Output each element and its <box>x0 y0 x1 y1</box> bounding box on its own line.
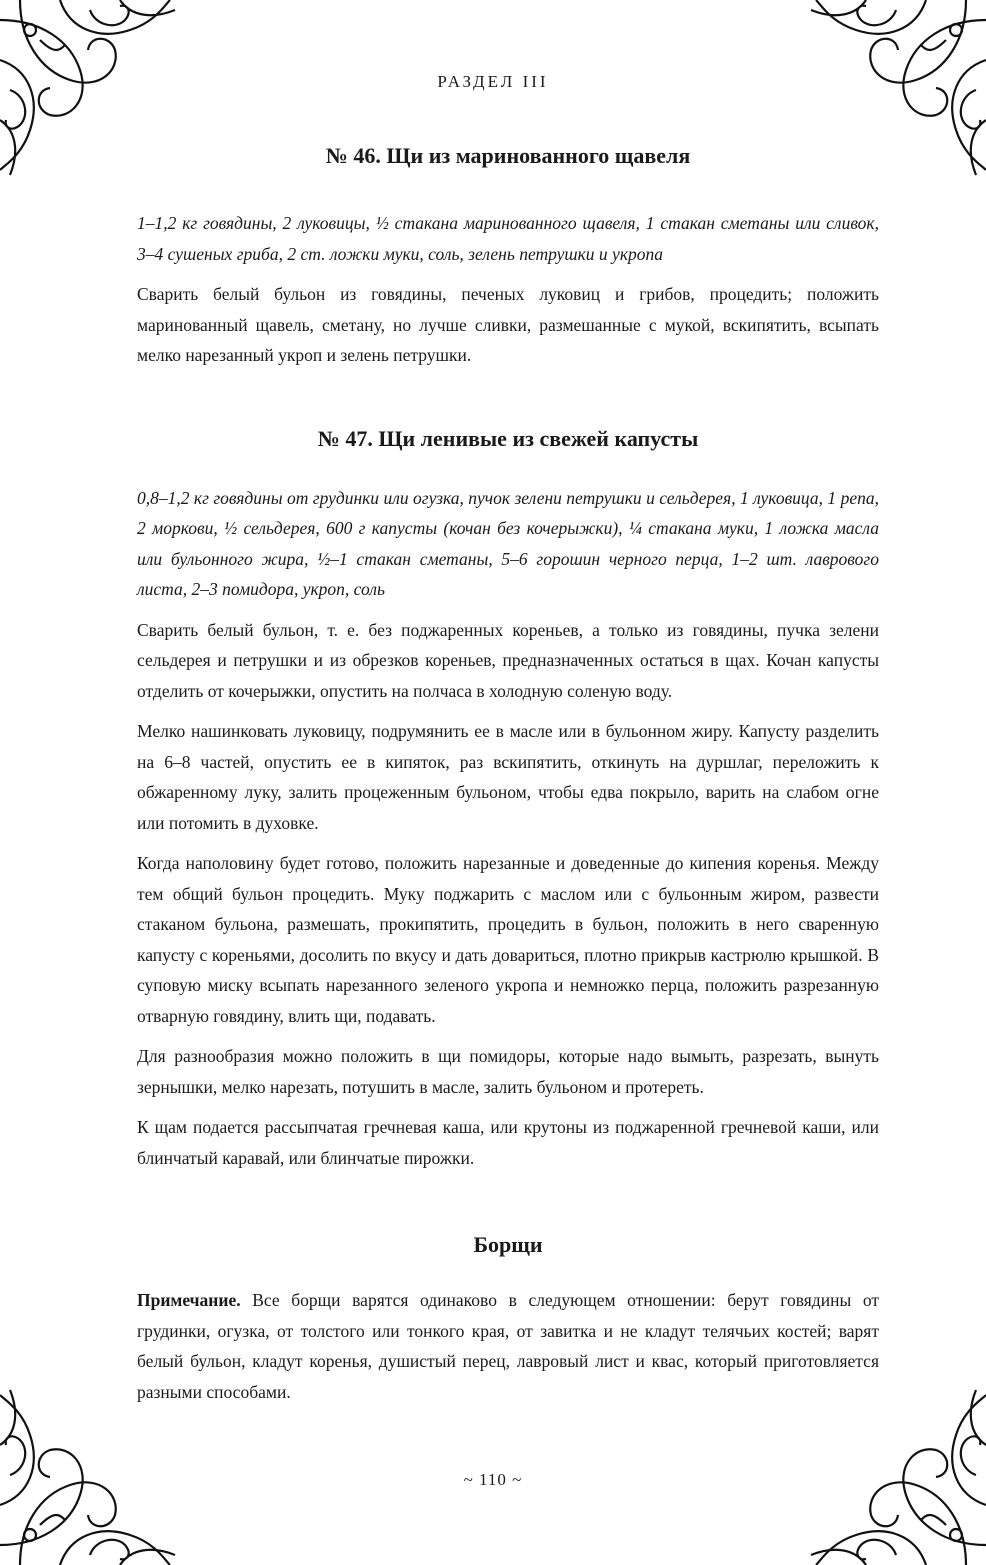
page-content <box>137 140 879 1407</box>
running-head: РАЗДЕЛ III <box>437 72 549 91</box>
recipe-47-title: № 47. Щи ленивые из свежей капусты <box>317 425 699 451</box>
note-text: Все борщи варятся одинаково в следующем отношении: берут говядины от грудинки, огузка, от толстого или тонкого края, от завитка и не кладут телячьих костей; варят белый бульон, кладут коренья, душистый перец, лавровый лист и квас, который приготовляется разными способами. <box>137 1290 879 1402</box>
page-number: ~ 110 ~ <box>463 1470 523 1489</box>
note-label: Примечание. <box>137 1290 241 1310</box>
recipe-47-ingredients: 0,8–1,2 кг говядины от грудинки или огузка, пучок зелени петрушки и сельдерея, 1 луковица, 1 репа, 2 моркови, ½ сельдерея, 600 г капусты (кочан без кочерыжки), ¼ стакана муки, 1 ложка масла или бульонного жира, ½–1 стакан сметаны, 5–6 горошин черного перца, 1–2 шт. лаврового листа, 2–3 помидора, укроп, соль <box>137 487 879 599</box>
recipe-47-paragraph: Когда наполовину будет готово, положить нарезанные и доведенные до кипения коренья. Между тем общий бульон процедить. Муку поджарить с маслом или с бульонным жиром, развести стаканом бульона, размешать, прокипятить, процедить в бульон, положить в него сваренную капусту с кореньями, досолить по вкусу и дать довариться, плотно прикрыв кастрюлю крышкой. В суповую миску всыпать нарезанного зеленого укропа и немножко перца, положить разрезанную отварную говядину, влить щи, подавать. <box>137 853 879 1026</box>
recipe-47-paragraph: Сварить белый бульон, т. е. без поджаренных кореньев, а только из говядины, пучка зелени сельдерея и петрушки и из обрезков кореньев, предназначенных остаться в щах. Кочан капусты отделить от кочерыжки, опустить на полчаса в холодную соленую воду. <box>137 619 879 701</box>
recipe-47-paragraph: К щам подается рассыпчатая гречневая каша, или крутоны из поджаренной гречневой каши, или блинчатый каравай, или блинчатые пирожки. <box>137 1117 879 1168</box>
recipe-46-ingredients: 1–1,2 кг говядины, 2 луковицы, ½ стакана маринованного щавеля, 1 стакан сметаны или сливок, 3–4 сушеных гриба, 2 ст. ложки муки, соль, зелень петрушки и укропа <box>137 213 879 264</box>
borscht-note <box>137 1285 879 1407</box>
recipe-46-paragraph: Сварить белый бульон из говядины, печеных луковиц и грибов, процедить; положить маринованный щавель, сметану, но лучше сливки, размешанные с мукой, вскипятить, всыпать мелко нарезанный укроп и зелень петрушки. <box>137 284 879 365</box>
recipe-47-paragraph: Для разнообразия можно положить в щи помидоры, которые надо вымыть, разрезать, вынуть зернышки, мелко нарезать, потушить в масле, залить бульоном и протереть. <box>137 1046 879 1097</box>
borscht-section-title: Борщи <box>473 1232 543 1257</box>
recipe-47-paragraph: Мелко нашинковать луковицу, подрумянить ее в масле или в бульонном жиру. Капусту разделить на 6–8 частей, опустить ее в кипяток, раз вскипятить, откинуть на дуршлаг, переложить к обжаренному луку, залить процеженным бульоном, чтобы едва покрыло, варить на слабом огне или потомить в духовке. <box>137 721 879 833</box>
recipe-46-title: № 46. Щи из маринованного щавеля <box>325 143 691 168</box>
